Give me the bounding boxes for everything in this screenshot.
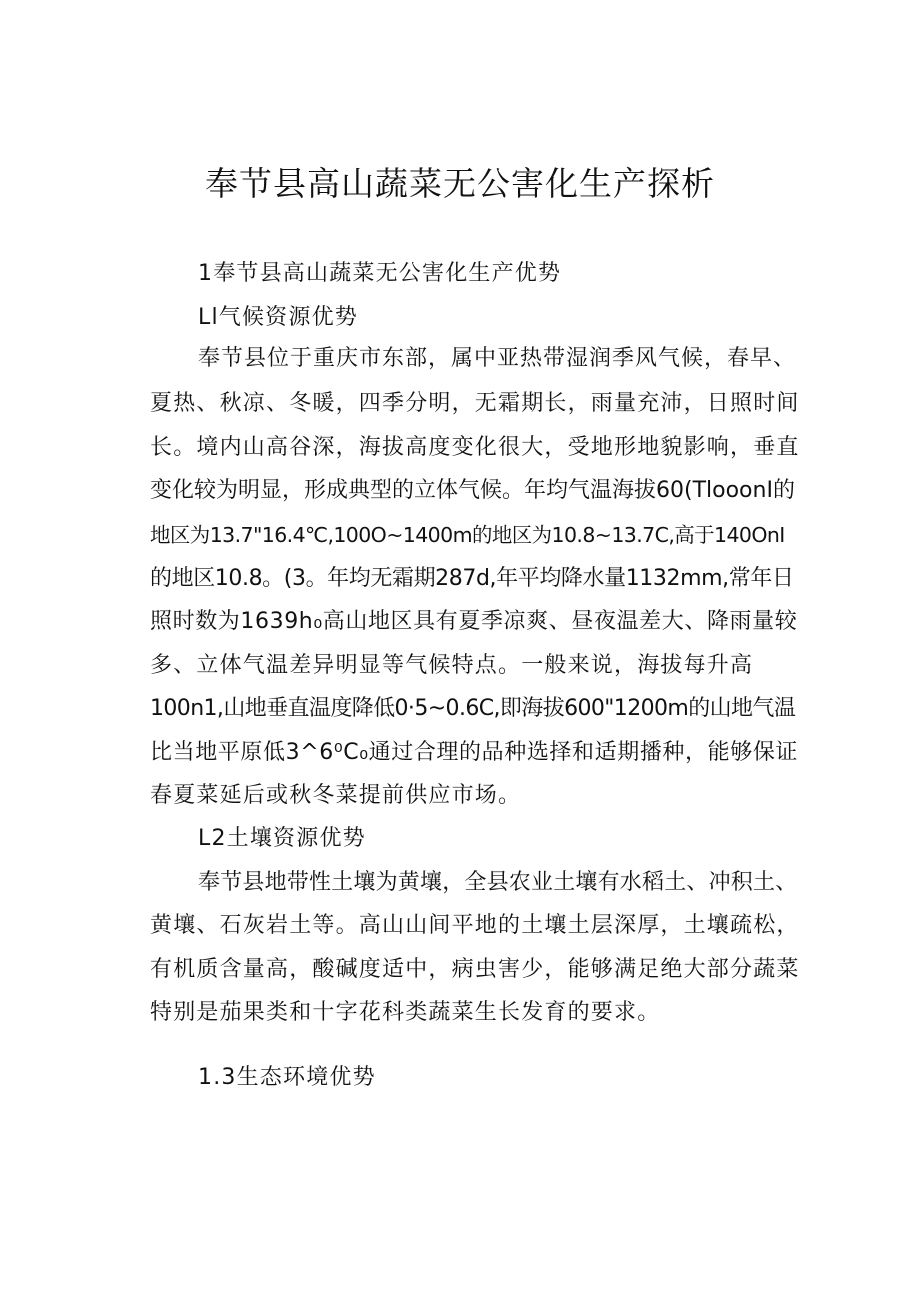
paragraph-line: 黄壤、石灰岩土等。高山山间平地的土壤土层深厚，土壤疏松， xyxy=(150,913,800,938)
paragraph-line: 奉节县地带性土壤为黄壤，全县农业土壤有水稻土、冲积土、 xyxy=(198,870,798,895)
paragraph-line: 的地区10.8。(3。年均无霜期287d,年平均降水量1132mm,常年日 xyxy=(150,566,794,591)
paragraph-line: 特别是茄果类和十字花科类蔬菜生长发育的要求。 xyxy=(150,1000,661,1025)
subsection-heading-1-3: 1.3生态环境优势 xyxy=(198,1065,376,1090)
paragraph-line: 夏热、秋凉、冬暖，四季分明，无霜期长，雨量充沛，日照时间 xyxy=(150,391,800,416)
subsection-heading-1-2: L2土壤资源优势 xyxy=(198,826,366,851)
document-title: 奉节县高山蔬菜无公害化生产探析 xyxy=(205,164,715,203)
paragraph-line: 有机质含量高，酸碱度适中，病虫害少，能够满足绝大部分蔬菜 xyxy=(150,957,800,982)
section-heading-1: 1奉节县高山蔬菜无公害化生产优势 xyxy=(198,261,562,286)
paragraph-line: 100n1,山地垂直温度降低0·5~0.6C,即海拔600"1200m的山地气温 xyxy=(150,696,796,721)
paragraph-line: 照时数为1639h₀高山地区具有夏季凉爽、昼夜温差大、降雨量较 xyxy=(150,609,798,634)
paragraph-line: 地区为13.7"16.4℃,100O~1400m的地区为10.8~13.7C,高于140OnI xyxy=(150,523,785,547)
paragraph-line: 奉节县位于重庆市东部，属中亚热带湿润季风气候，春早、 xyxy=(198,346,797,371)
subsection-heading-1-1: Ll气候资源优势 xyxy=(198,305,358,330)
paragraph-line: 春夏菜延后或秋冬菜提前供应市场。 xyxy=(150,783,522,808)
paragraph-line: 长。境内山高谷深，海拔高度变化很大，受地形地貌影响，垂直 xyxy=(150,435,800,460)
paragraph-line: 变化较为明显，形成典型的立体气候。年均气温海拔60(TlooonI的 xyxy=(150,478,795,503)
paragraph-line: 比当地平原低3^6⁰C₀通过合理的品种选择和适期播种，能够保证 xyxy=(150,740,799,765)
paragraph-line: 多、立体气温差异明显等气候特点。一般来说，海拔每升高 xyxy=(150,653,754,678)
